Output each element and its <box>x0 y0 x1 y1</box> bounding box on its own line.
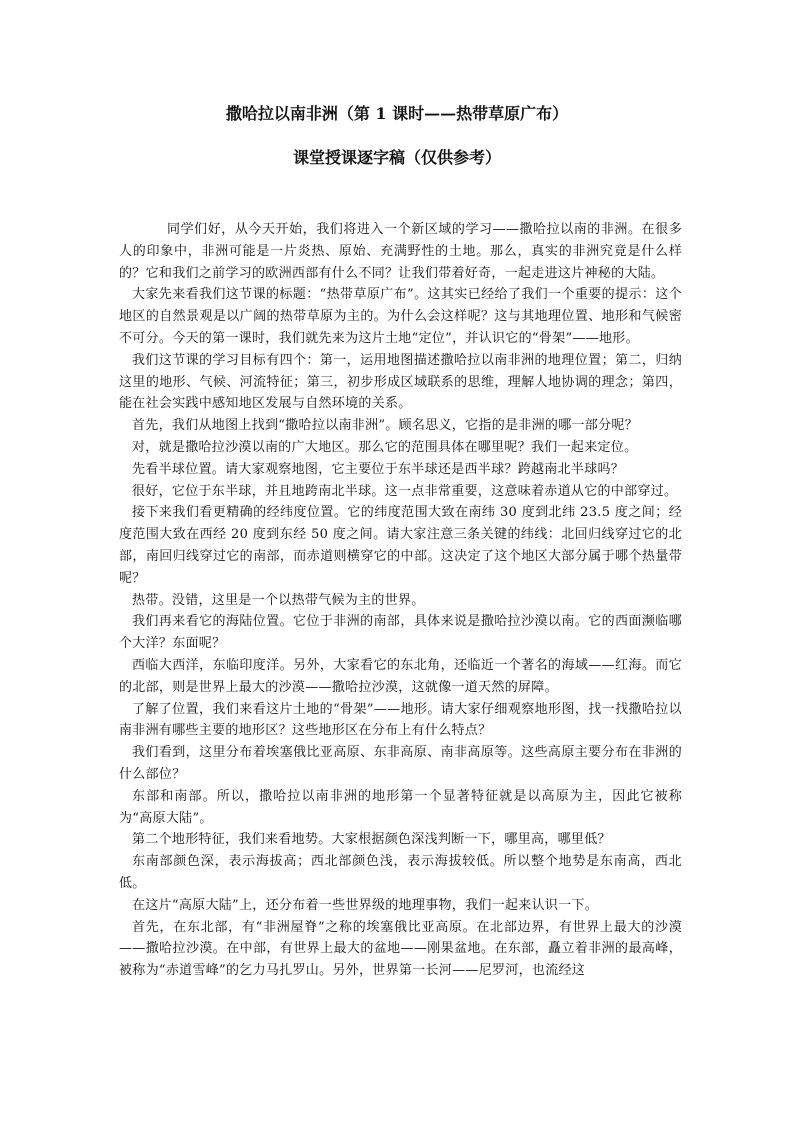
paragraph: 首先，我们从地图上找到“撒哈拉以南非洲”。顾名思义，它指的是非洲的哪一部分呢？ <box>132 418 638 434</box>
paragraph: 对，就是撒哈拉沙漠以南的广大地区。那么它的范围具体在哪里呢？我们一起来定位。 <box>132 439 638 455</box>
paragraph: 热带。没错，这里是一个以热带气候为主的世界。 <box>132 592 425 608</box>
paragraph: 我们看到，这里分布着埃塞俄比亚高原、东非高原、南非高原等。这些高原主要分布在非洲的什么部位？ <box>119 745 682 782</box>
document-subtitle: 课堂授课逐字稿（仅供参考） <box>292 148 501 167</box>
paragraph: 我们再来看它的海陆位置。它位于非洲的南部，具体来说是撒哈拉沙漠以南。它的西面濒临哪个大洋？东面呢？ <box>119 614 682 652</box>
paragraph: 很好，它位于东半球，并且地跨南北半球。这一点非常重要，这意味着赤道从它的中部穿过。 <box>132 483 678 499</box>
paragraph: 大家先来看我们这节课的标题：“热带草原广布”。这其实已经给了我们一个重要的提示：这个地区的自然景观是以广阔的热带草原为主的。为什么会这样呢？这与其地理位置、地形和气候密不可分。今天的第一课时，我们就先来为这片土地“定位”，并认识它的“骨架”——地形。 <box>119 287 682 346</box>
document-title: 撒哈拉以南非洲（第 1 课时——热带草原广布） <box>225 104 569 123</box>
paragraph: 首先，在东北部，有“非洲屋脊”之称的埃塞俄比亚高原。在北部边界，有世界上最大的沙漠——撒哈拉沙漠。在中部，有世界上最大的盆地——刚果盆地。在东部，矗立着非洲的最高峰，被称为“赤道雪峰”的乞力马扎罗山。另外，世界第一长河——尼罗河，也流经这 <box>119 919 682 979</box>
paragraph: 西临大西洋，东临印度洋。另外，大家看它的东北角，还临近一个著名的海域——红海。而它的北部，则是世界上最大的沙漠——撒哈拉沙漠，这就像一道天然的屏障。 <box>119 657 682 695</box>
paragraph: 先看半球位置。请大家观察地图，它主要位于东半球还是西半球？跨越南北半球吗？ <box>132 461 625 477</box>
paragraph: 同学们好，从今天开始，我们将进入一个新区域的学习——撒哈拉以南的非洲。在很多人的印象中，非洲可能是一片炎热、原始、充满野性的土地。那么，真实的非洲究竟是什么样的？它和我们之前学习的欧洲西部有什么不同？让我们带着好奇，一起走进这片神秘的大陆。 <box>119 222 682 281</box>
paragraph: 了解了位置，我们来看这片土地的“骨架”——地形。请大家仔细观察地形图，找一找撒哈拉以南非洲有哪些主要的地形区？这些地形区在分布上有什么特点？ <box>119 701 682 739</box>
paragraph: 第二个地形特征，我们来看地势。大家根据颜色深浅判断一下，哪里高，哪里低？ <box>132 832 611 848</box>
paragraph: 接下来我们看更精确的经纬度位置。它的纬度范围大致在南纬 30 度到北纬 23.5 度之间；经度范围大致在西经 20 度到东经 50 度之间。请大家注意三条关键的纬线：北回归线穿过它的北部，南回归线穿过它的南部，而赤道则横穿它的中部。这决定了这个地区大部分属于哪个热量带呢？ <box>119 505 682 586</box>
paragraph: 我们这节课的学习目标有四个：第一，运用地图描述撒哈拉以南非洲的地理位置；第二，归纳这里的地形、气候、河流特征；第三，初步形成区域联系的思维，理解人地协调的理念；第四，能在社会实践中感知地区发展与自然环境的关系。 <box>119 352 682 412</box>
paragraph: 在这片“高原大陆”上，还分布着一些世界级的地理事物，我们一起来认识一下。 <box>132 897 599 913</box>
paragraph: 东南部颜色深，表示海拔高；西北部颜色浅，表示海拔较低。所以整个地势是东南高，西北低。 <box>119 854 682 891</box>
paragraph: 东部和南部。所以，撒哈拉以南非洲的地形第一个显著特征就是以高原为主，因此它被称为“高原大陆”。 <box>119 788 682 826</box>
document-body <box>119 219 682 982</box>
